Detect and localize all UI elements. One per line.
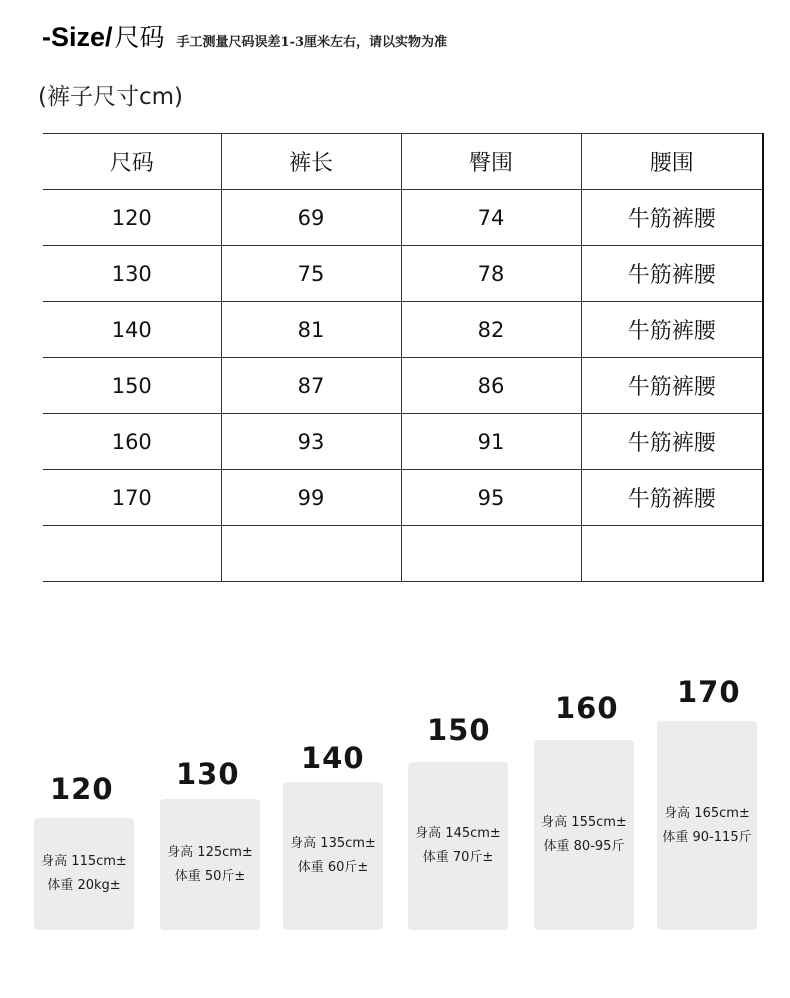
cell-pants-length: 99 [221, 470, 401, 526]
cell-waist: 牛筋裤腰 [581, 414, 763, 470]
column-header-hip: 臀围 [401, 134, 581, 190]
cell-hip: 74 [401, 190, 581, 246]
size-card [34, 818, 134, 930]
card-size-label: 140 [301, 741, 365, 775]
measurement-note: 手工测量尺码误差1-3厘米左右，请以实物为准 [176, 35, 448, 50]
cell-size: 130 [43, 246, 221, 302]
size-title-cn: 尺码 [114, 23, 165, 52]
cell-size: 140 [43, 302, 221, 358]
card-weight: 体重 70斤± [422, 850, 494, 865]
cell-waist: 牛筋裤腰 [581, 190, 763, 246]
card-weight: 体重 50斤± [174, 868, 246, 884]
card-height: 身高 135cm± [290, 836, 376, 851]
column-header-waist: 腰围 [581, 134, 763, 190]
card-height: 身高 115cm± [41, 854, 127, 869]
cell-pants-length: 93 [221, 414, 401, 470]
cell-hip: 95 [401, 470, 581, 526]
card-size-label: 130 [176, 757, 240, 791]
cell-waist: 牛筋裤腰 [581, 470, 763, 526]
card-weight: 体重 20kg± [47, 878, 121, 893]
column-header-size: 尺码 [43, 134, 221, 190]
cell-size: 120 [43, 190, 221, 246]
card-weight: 体重 60斤± [297, 860, 369, 875]
cell-waist: 牛筋裤腰 [581, 302, 763, 358]
cell-waist: 牛筋裤腰 [581, 358, 763, 414]
size-card [534, 740, 634, 930]
size-card [160, 799, 260, 930]
card-height: 身高 125cm± [167, 844, 253, 860]
cell-hip: 86 [401, 358, 581, 414]
card-weight: 体重 80-95斤 [543, 839, 625, 854]
cell-pants-length: 81 [221, 302, 401, 358]
cell-pants-length: 87 [221, 358, 401, 414]
card-size-label: 150 [427, 713, 491, 747]
cell-size: 160 [43, 414, 221, 470]
card-weight: 体重 90-115斤 [662, 829, 752, 845]
cell-pants-length: 75 [221, 246, 401, 302]
size-title: -Size/ [42, 22, 113, 52]
card-height: 身高 155cm± [541, 815, 627, 830]
cell-hip: 91 [401, 414, 581, 470]
cell-size: 150 [43, 358, 221, 414]
cell-size: 170 [43, 470, 221, 526]
card-size-label: 120 [50, 772, 114, 806]
card-height: 身高 145cm± [415, 826, 501, 841]
cell-hip: 78 [401, 246, 581, 302]
size-card [657, 721, 757, 930]
size-card [283, 782, 383, 930]
table-subtitle: (裤子尺寸cm) [38, 84, 183, 110]
cell-waist: 牛筋裤腰 [581, 246, 763, 302]
column-header-pants-length: 裤长 [221, 134, 401, 190]
cell-pants-length: 69 [221, 190, 401, 246]
card-size-label: 160 [555, 691, 619, 725]
card-height: 身高 165cm± [664, 805, 750, 821]
size-card [408, 762, 508, 930]
card-size-label: 170 [677, 675, 741, 709]
cell-hip: 82 [401, 302, 581, 358]
